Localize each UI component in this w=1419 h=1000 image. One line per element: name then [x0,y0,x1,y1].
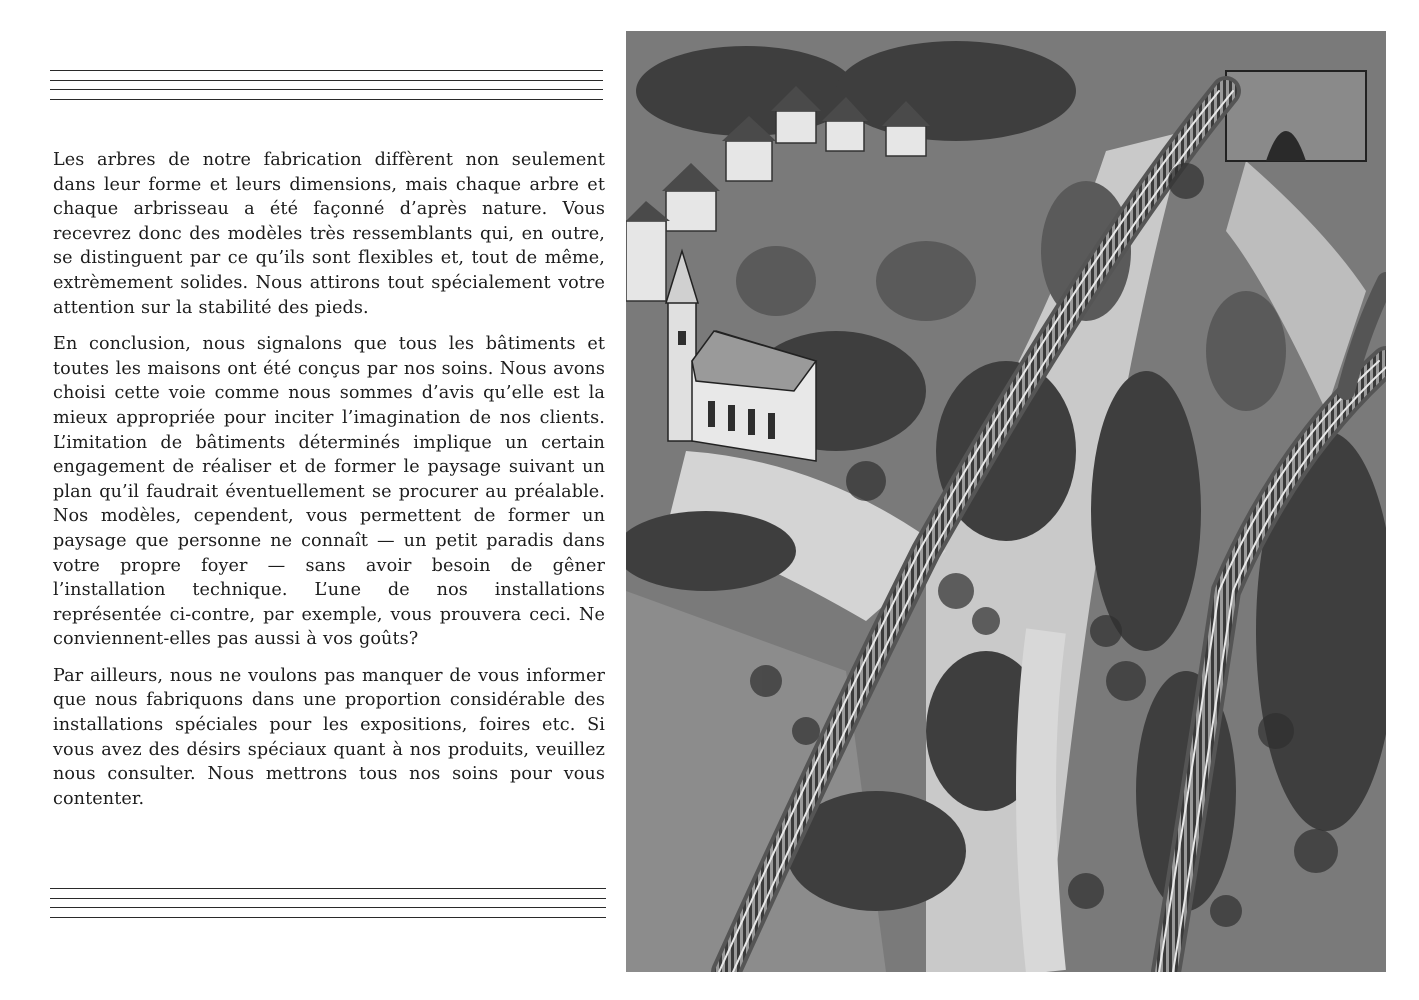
rule-line [50,917,606,918]
model-railway-landscape-photo [626,31,1386,972]
rule-line [50,888,606,889]
rule-line [50,89,603,90]
body-text [53,148,605,823]
photo-illustration [626,31,1386,972]
paragraph-special-installations: Par ailleurs, nous ne voulons pas manquer de vous informer que nous fabriquons dans une proportion considérable des installations spéciales pour les expositions, foires etc. Si vous avez des désirs spéciaux quant à nos produits, veuillez nous consulter. Nous mettrons tous nos soins pour vous contenter. [53,665,605,809]
paragraph-conclusion: En conclusion, nous signalons que tous les bâtiments et toutes les maisons ont été conçus par nos soins. Nous avons choisi cette voie comme nous sommes d’avis qu’elle est la mieux appropriée pour inciter l’imagination de nos clients. L’imitation de bâtiments déterminés implique un certain engagement de réaliser et de former le paysage suivant un plan qu’il faudrait éventuellement se procurer au préalable. Nos modèles, cependent, vous permettent de former un paysage que personne ne connaît — un petit paradis dans votre propre foyer — sans avoir besoin de gêner l’installation technique. L’une de nos installations représentée ci-contre, par exemple, vous prouvera ceci. Ne conviennent-elles pas aussi à vos goûts? [53,334,605,650]
rule-line [50,99,603,100]
top-decorative-rules [50,70,603,108]
rule-line [50,898,606,899]
rule-line [50,80,603,81]
rule-line [50,907,606,908]
bottom-decorative-rules [50,888,606,926]
paragraph-trees: Les arbres de notre fabrication diffèrent non seulement dans leur forme et leurs dimensions, mais chaque arbre et chaque arbrisseau a été façonné d’après nature. Vous recevrez donc des modèles très ressemblants qui, en outre, se distinguent par ce qu’ils sont flexibles et, tout de même, extrèmement solides. Nous attirons tout spécialement votre attention sur la stabilité des pieds. [53,150,605,318]
rule-line [50,70,603,71]
